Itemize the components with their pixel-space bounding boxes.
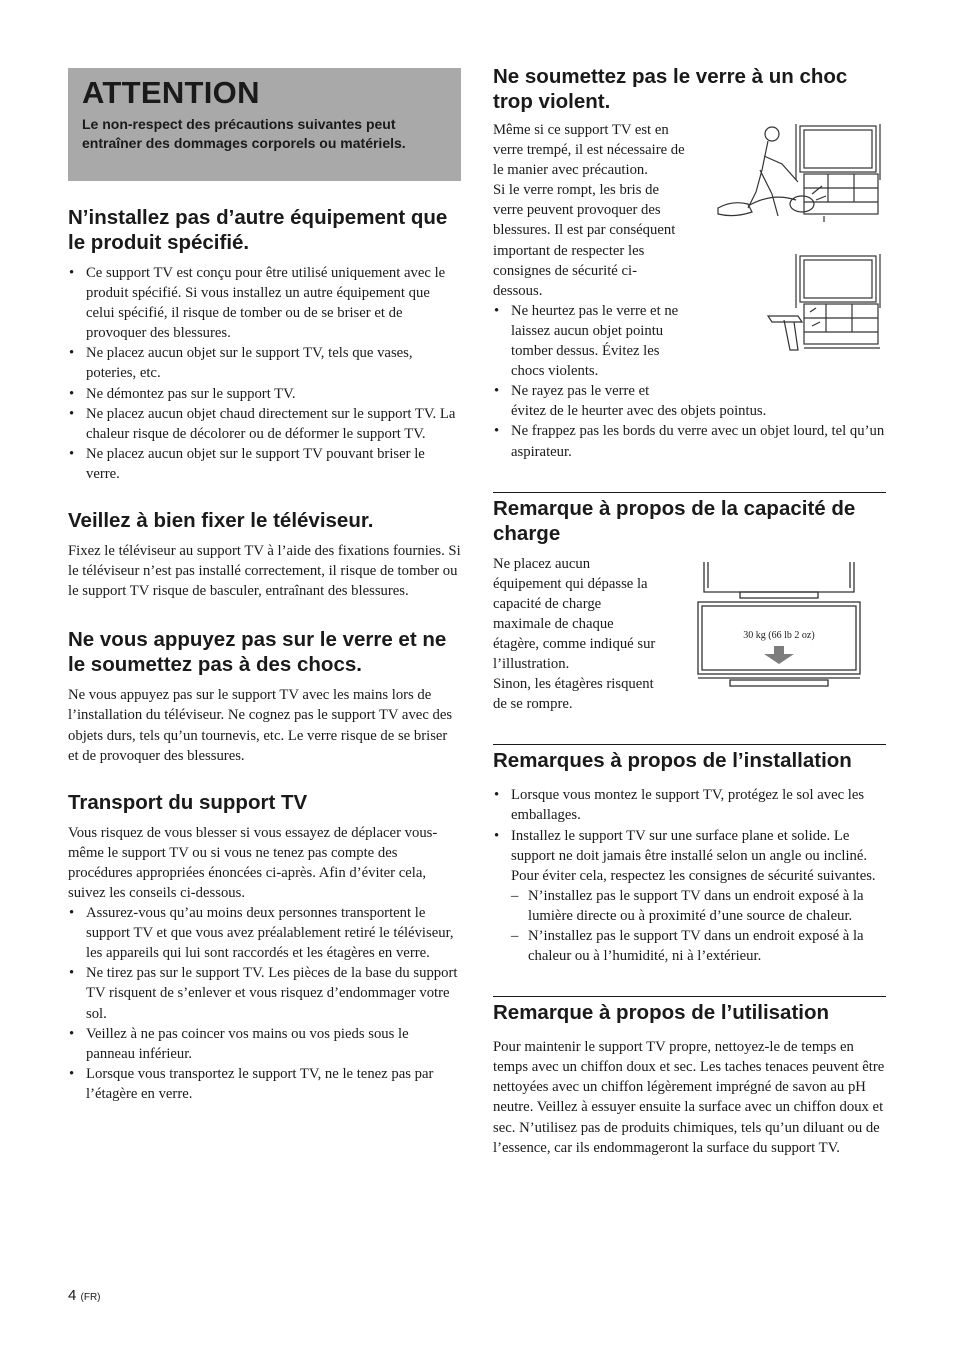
list-item — [493, 381, 886, 421]
text-line: important de respecter les — [493, 242, 645, 259]
text-line: maximale de chaque — [493, 615, 614, 632]
equipment-list — [68, 263, 461, 484]
language-code: (FR) — [80, 1292, 101, 1303]
list-item: • Ne placez aucun objet chaud directement sur le support TV. La chaleur risque de décolorer ou de déformer le support TV. — [68, 404, 461, 444]
install-sublist — [511, 886, 886, 966]
install-heading: Remarques à propos de l’installation — [493, 744, 886, 773]
text-line: blessures. Il est par conséquent — [493, 222, 676, 239]
transport-list — [68, 903, 461, 1104]
text-line: Si le verre rompt, les bris de — [493, 182, 660, 199]
text-line: • Ne heurtez pas le verre et ne — [511, 302, 679, 319]
text-line: Ne placez aucun — [493, 555, 591, 572]
page-number: 4 — [68, 1287, 77, 1304]
text-line: chocs violents. — [511, 363, 599, 380]
glass-heading: Ne soumettez pas le verre à un choc trop violent. — [493, 65, 848, 113]
text-line: tomber dessus. Évitez les — [511, 343, 660, 360]
list-item — [493, 826, 886, 967]
install-list — [493, 785, 886, 966]
list-item: • Assurez-vous qu’au moins deux personnes transportent le support TV et que vous avez préalablement retiré le téléviseur, les appareils qui lui sont raccordés et les étagères en verre. — [68, 903, 461, 963]
text-line: dessous. — [493, 282, 543, 299]
sub-list-item: – N’installez pas le support TV dans un endroit exposé à la lumière directe ou à proximité d’une source de chaleur. — [511, 886, 886, 926]
use-text: Pour maintenir le support TV propre, nettoyez-le de temps en temps avec un chiffon doux et sec. Les taches tenaces peuvent être nettoyées avec un chiffon légèrement imprégné de savon au pH neutre. Veillez à essuyer ensuite la surface avec un chiffon doux et sec. N’utilisez pas de produits chimiques, tels qu’un diluant ou de l’essence, car ils endommageront la surface du support TV. — [493, 1039, 885, 1156]
list-item: • Ne tirez pas sur le support TV. Les pièces de la base du support TV risquent de s’enlever et vous risquez d’endommager votre sol. — [68, 963, 461, 1023]
list-item-text: Installez le support TV sur une surface plane et solide. Le support ne doit jamais être installé selon un angle ou incliné. Pour éviter cela, respectez les consignes de sécurité suivantes. — [511, 827, 876, 884]
text-line: laissez aucun objet pointu — [511, 322, 664, 339]
lean-heading: Ne vous appuyez pas sur le verre et ne le soumettez pas à des chocs. — [68, 628, 447, 677]
sub-list-item: – N’installez pas le support TV dans un endroit exposé à la chaleur ou à l’humidité, ni à l’extérieur. — [511, 926, 886, 966]
use-heading: Remarque à propos de l’utilisation — [493, 996, 886, 1025]
text-line: de se rompre. — [493, 696, 573, 713]
text-line: consignes de sécurité ci- — [493, 262, 637, 279]
list-item: • Ne frappez pas les bords du verre avec un objet lourd, tel qu’un aspirateur. — [493, 421, 886, 461]
list-item: • Veillez à ne pas coincer vos mains ou vos pieds sous le panneau inférieur. — [68, 1024, 461, 1064]
text-line: l’illustration. — [493, 656, 570, 673]
transport-intro: Vous risquez de vous blesser si vous essayez de déplacer vous-même le support TV ou si vous ne tenez pas compte des procédures appropriées énoncées ci-après. Afin d’éviter cela, suivez les conseils ci-dessous. — [68, 824, 438, 901]
fix-heading: Veillez à bien fixer le téléviseur. — [68, 509, 374, 533]
equipment-heading: N’installez pas d’autre équipement que le produit spécifié. — [68, 206, 448, 254]
load-capacity-illustration — [694, 562, 864, 692]
vacuum-cleaner-illustration — [712, 120, 884, 230]
attention-box — [68, 68, 461, 181]
fix-text: Fixez le téléviseur au support TV à l’aide des fixations fournies. Si le téléviseur n’est pas installé correctement, il risque de tomber ou le support TV risque de basculer, entraînant des blessures. — [68, 543, 461, 600]
text-line: Même si ce support TV est en — [493, 122, 669, 138]
list-item: • Ne placez aucun objet sur le support TV pouvant briser le verre. — [68, 444, 461, 484]
list-item: • Lorsque vous transportez le support TV, ne le tenez pas par l’étagère en verre. — [68, 1064, 461, 1104]
left-column — [68, 68, 461, 1104]
shelf-drawing — [694, 562, 864, 692]
text-line: étagère, comme indiqué sur — [493, 635, 656, 652]
load-capacity-label: 30 kg (66 lb 2 oz) — [743, 630, 815, 641]
text-line: Sinon, les étagères risquent — [493, 676, 654, 693]
text-line: le manier avec précaution. — [493, 162, 648, 179]
list-item: • Ne placez aucun objet sur le support TV, tels que vases, poteries, etc. — [68, 343, 461, 383]
lean-text: Ne vous appuyez pas sur le support TV avec les mains lors de l’installation du téléviseur. Ne cognez pas le support TV avec des objets durs, tels qu’un tournevis, etc. Le verre risque de se briser et de provoquer des blessures. — [68, 687, 453, 764]
text-line: • Ne rayez pas le verre et — [511, 383, 650, 400]
page-footer — [68, 1287, 101, 1304]
attention-title: ATTENTION — [82, 75, 260, 110]
text-line: verre peuvent provoquer des — [493, 202, 661, 219]
attention-subtitle: Le non-respect des précautions suivantes peut entraîner des dommages corporels ou matériels. — [82, 116, 406, 151]
text-line: capacité de charge — [493, 595, 602, 612]
list-item: • Ne démontez pas sur le support TV. — [68, 384, 461, 404]
text-line: équipement qui dépasse la — [493, 575, 648, 592]
transport-heading: Transport du support TV — [68, 790, 308, 814]
list-item: • Lorsque vous montez le support TV, protégez le sol avec les emballages. — [493, 785, 886, 825]
text-line: verre trempé, il est nécessaire de — [493, 142, 685, 159]
text-line: évitez de le heurter avec des objets pointus. — [511, 403, 767, 420]
list-item: • Ce support TV est conçu pour être utilisé uniquement avec le produit spécifié. Si vous installez un autre équipement que celui spécifié, il risque de tomber ou de se briser et de provoquer des blessures. — [68, 263, 461, 343]
sharp-object-illustration — [764, 250, 886, 358]
load-heading: Remarque à propos de la capacité de charge — [493, 492, 886, 546]
